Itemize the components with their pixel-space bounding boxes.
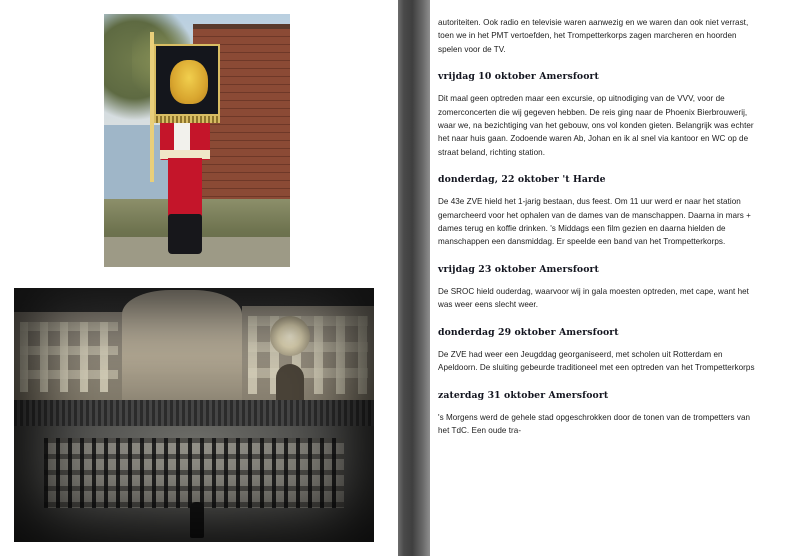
section-heading: donderdag, 22 oktober 't Harde: [438, 174, 606, 186]
photo-banner-emblem: [170, 60, 208, 104]
paragraph: De 43e ZVE hield het 1-jarig bestaan, dus feest. Om 11 uur werd er naar het station gemarcheerd voor het ophalen van de dames van de manschappen. Daarna in mars + dames terug en koffie drinken. 's Middags een film gezien en daarna hielden de manschappen een dansmiddag. Er speelde een band van het Trompetterkorps.: [438, 197, 751, 247]
right-page: [430, 0, 800, 556]
photo-vignette: [14, 288, 374, 542]
photo-banner: [154, 44, 220, 116]
photo-trousers: [168, 158, 202, 216]
photo-banner-fringe: [154, 116, 220, 123]
paragraph: De ZVE had weer een Jeugddag georganiseerd, met scholen uit Rotterdam en Apeldoorn. De sluiting gebeurde traditioneel met een optreden van het Trompetterkorps: [438, 349, 755, 373]
book-spine-shadow: [398, 0, 430, 556]
section-heading: donderdag 29 oktober Amersfoort: [438, 326, 619, 338]
paragraph: Dit maal geen optreden maar een excursie, op uitnodiging van de VVV, voor de zomerconcerten die wij gegeven hebben. De reis ging naar de Phoenix Bierbrouwerij, waar we, na bezichtiging van het gebouw, ons vol konden gieten. Belangrijk was echter het naar huis gaan. Zodoende waren Ab, Johan en ik al snel via kantoor en WC op de straat beland, richting station.: [438, 94, 754, 157]
paragraph: 's Morgens werd de gehele stad opgeschrokken door de tonen van de trompetters van het TdC. Een oude tra-: [438, 412, 751, 435]
paragraph: autoriteiten. Ook radio en televisie waren aanwezig en we waren dan ook niet verrast, toen we in het PMT vertoefden, het Trompetterkorps zagen marcheren en hoorden spelen voor de TV.: [438, 18, 749, 54]
left-page: [0, 0, 398, 556]
section-heading: zaterdag 31 oktober Amersfoort: [438, 389, 609, 401]
section-heading: vrijdag 10 oktober Amersfoort: [438, 71, 599, 83]
paragraph: De SROC hield ouderdag, waarvoor wij in gala moesten optreden, met cape, want het was weer eens slecht weer.: [438, 286, 749, 310]
bw-photo-taptoe-night: [14, 288, 374, 542]
text-column: [438, 16, 758, 448]
colour-photo-standard-bearer: [104, 14, 290, 267]
section-heading: vrijdag 23 oktober Amersfoort: [438, 263, 599, 275]
photo-boots: [168, 214, 202, 254]
